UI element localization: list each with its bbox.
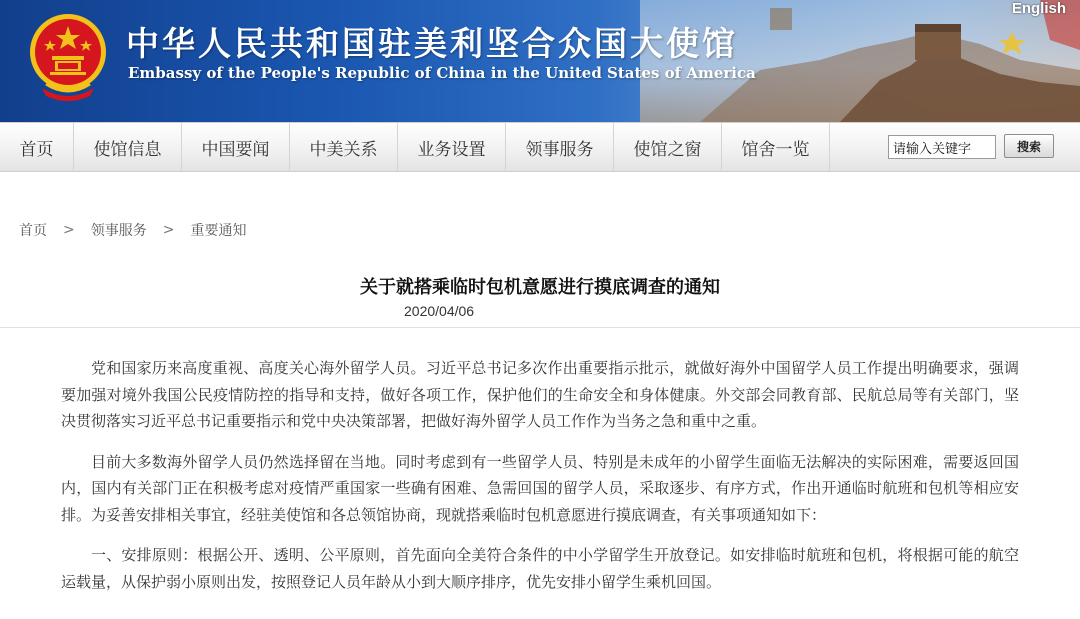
search-input[interactable] [888,135,996,159]
site-title-en: Embassy of the People's Republic of China in the United States of America [128,64,756,82]
article-title: 关于就搭乘临时包机意愿进行摸底调查的通知 [360,277,720,298]
breadcrumb [19,220,246,240]
breadcrumb-important-notice[interactable]: 重要通知 [190,223,247,239]
header-banner [0,0,1080,122]
breadcrumb-consular-services[interactable]: 领事服务 [90,223,147,239]
nav-item-china-us-relations[interactable]: 中美关系 [290,122,398,172]
nav-item-buildings[interactable]: 馆舍一览 [722,122,830,172]
breadcrumb-separator: > [63,222,75,238]
national-emblem-icon [28,10,108,104]
search-button[interactable]: 搜索 [1004,134,1054,158]
article-body [61,355,1019,609]
breadcrumb-home[interactable]: 首页 [19,223,47,239]
article-paragraph: 一、安排原则：根据公开、透明、公平原则，首先面向全美符合条件的中小学留学生开放登记。如安排临时航班和包机，将根据可能的航空运载量，从保护弱小原则出发，按照登记人员年龄从小到大顺序排序，优先安排小留学生乘机回国。 [61,546,1019,591]
article-paragraph: 党和国家历来高度重视、高度关心海外留学人员。习近平总书记多次作出重要指示批示，就做好海外中国留学人员工作提出明确要求，强调要加强对境外我国公民疫情防控的指导和支持，做好各项工作，保护他们的生命安全和身体健康。外交部会同教育部、民航总局等有关部门，坚决贯彻落实习近平总书记重要指示和党中央决策部署，把做好海外留学人员工作作为当务之急和重中之重。 [61,359,1019,430]
nav-item-embassy-info[interactable]: 使馆信息 [74,122,182,172]
divider [0,327,1080,328]
nav-item-consular-services[interactable]: 领事服务 [506,122,614,172]
english-link[interactable]: English [1011,0,1066,17]
nav-item-china-news[interactable]: 中国要闻 [182,122,290,172]
nav-item-embassy-window[interactable]: 使馆之窗 [614,122,722,172]
site-title-cn: 中华人民共和国驻美利坚合众国大使馆 [126,24,738,63]
breadcrumb-separator: > [162,222,175,238]
nav-item-home[interactable]: 首页 [0,122,74,172]
article-paragraph: 目前大多数海外留学人员仍然选择留在当地。同时考虑到有一些留学人员、特别是未成年的小留学生面临无法解决的实际困难，需要返回国内，国内有关部门正在积极考虑对疫情严重国家一些确有困难、急需回国的留学人员，采取逐步、有序方式，作出开通临时航班和包机等相应安排。为妥善安排相关事宜，经驻美使馆和各总领馆协商，现就搭乘临时包机意愿进行摸底调查，有关事项通知如下： [61,452,1019,524]
nav-item-departments[interactable]: 业务设置 [398,122,506,172]
article-date: 2020/04/06 [404,303,475,319]
main-nav [0,122,1080,172]
